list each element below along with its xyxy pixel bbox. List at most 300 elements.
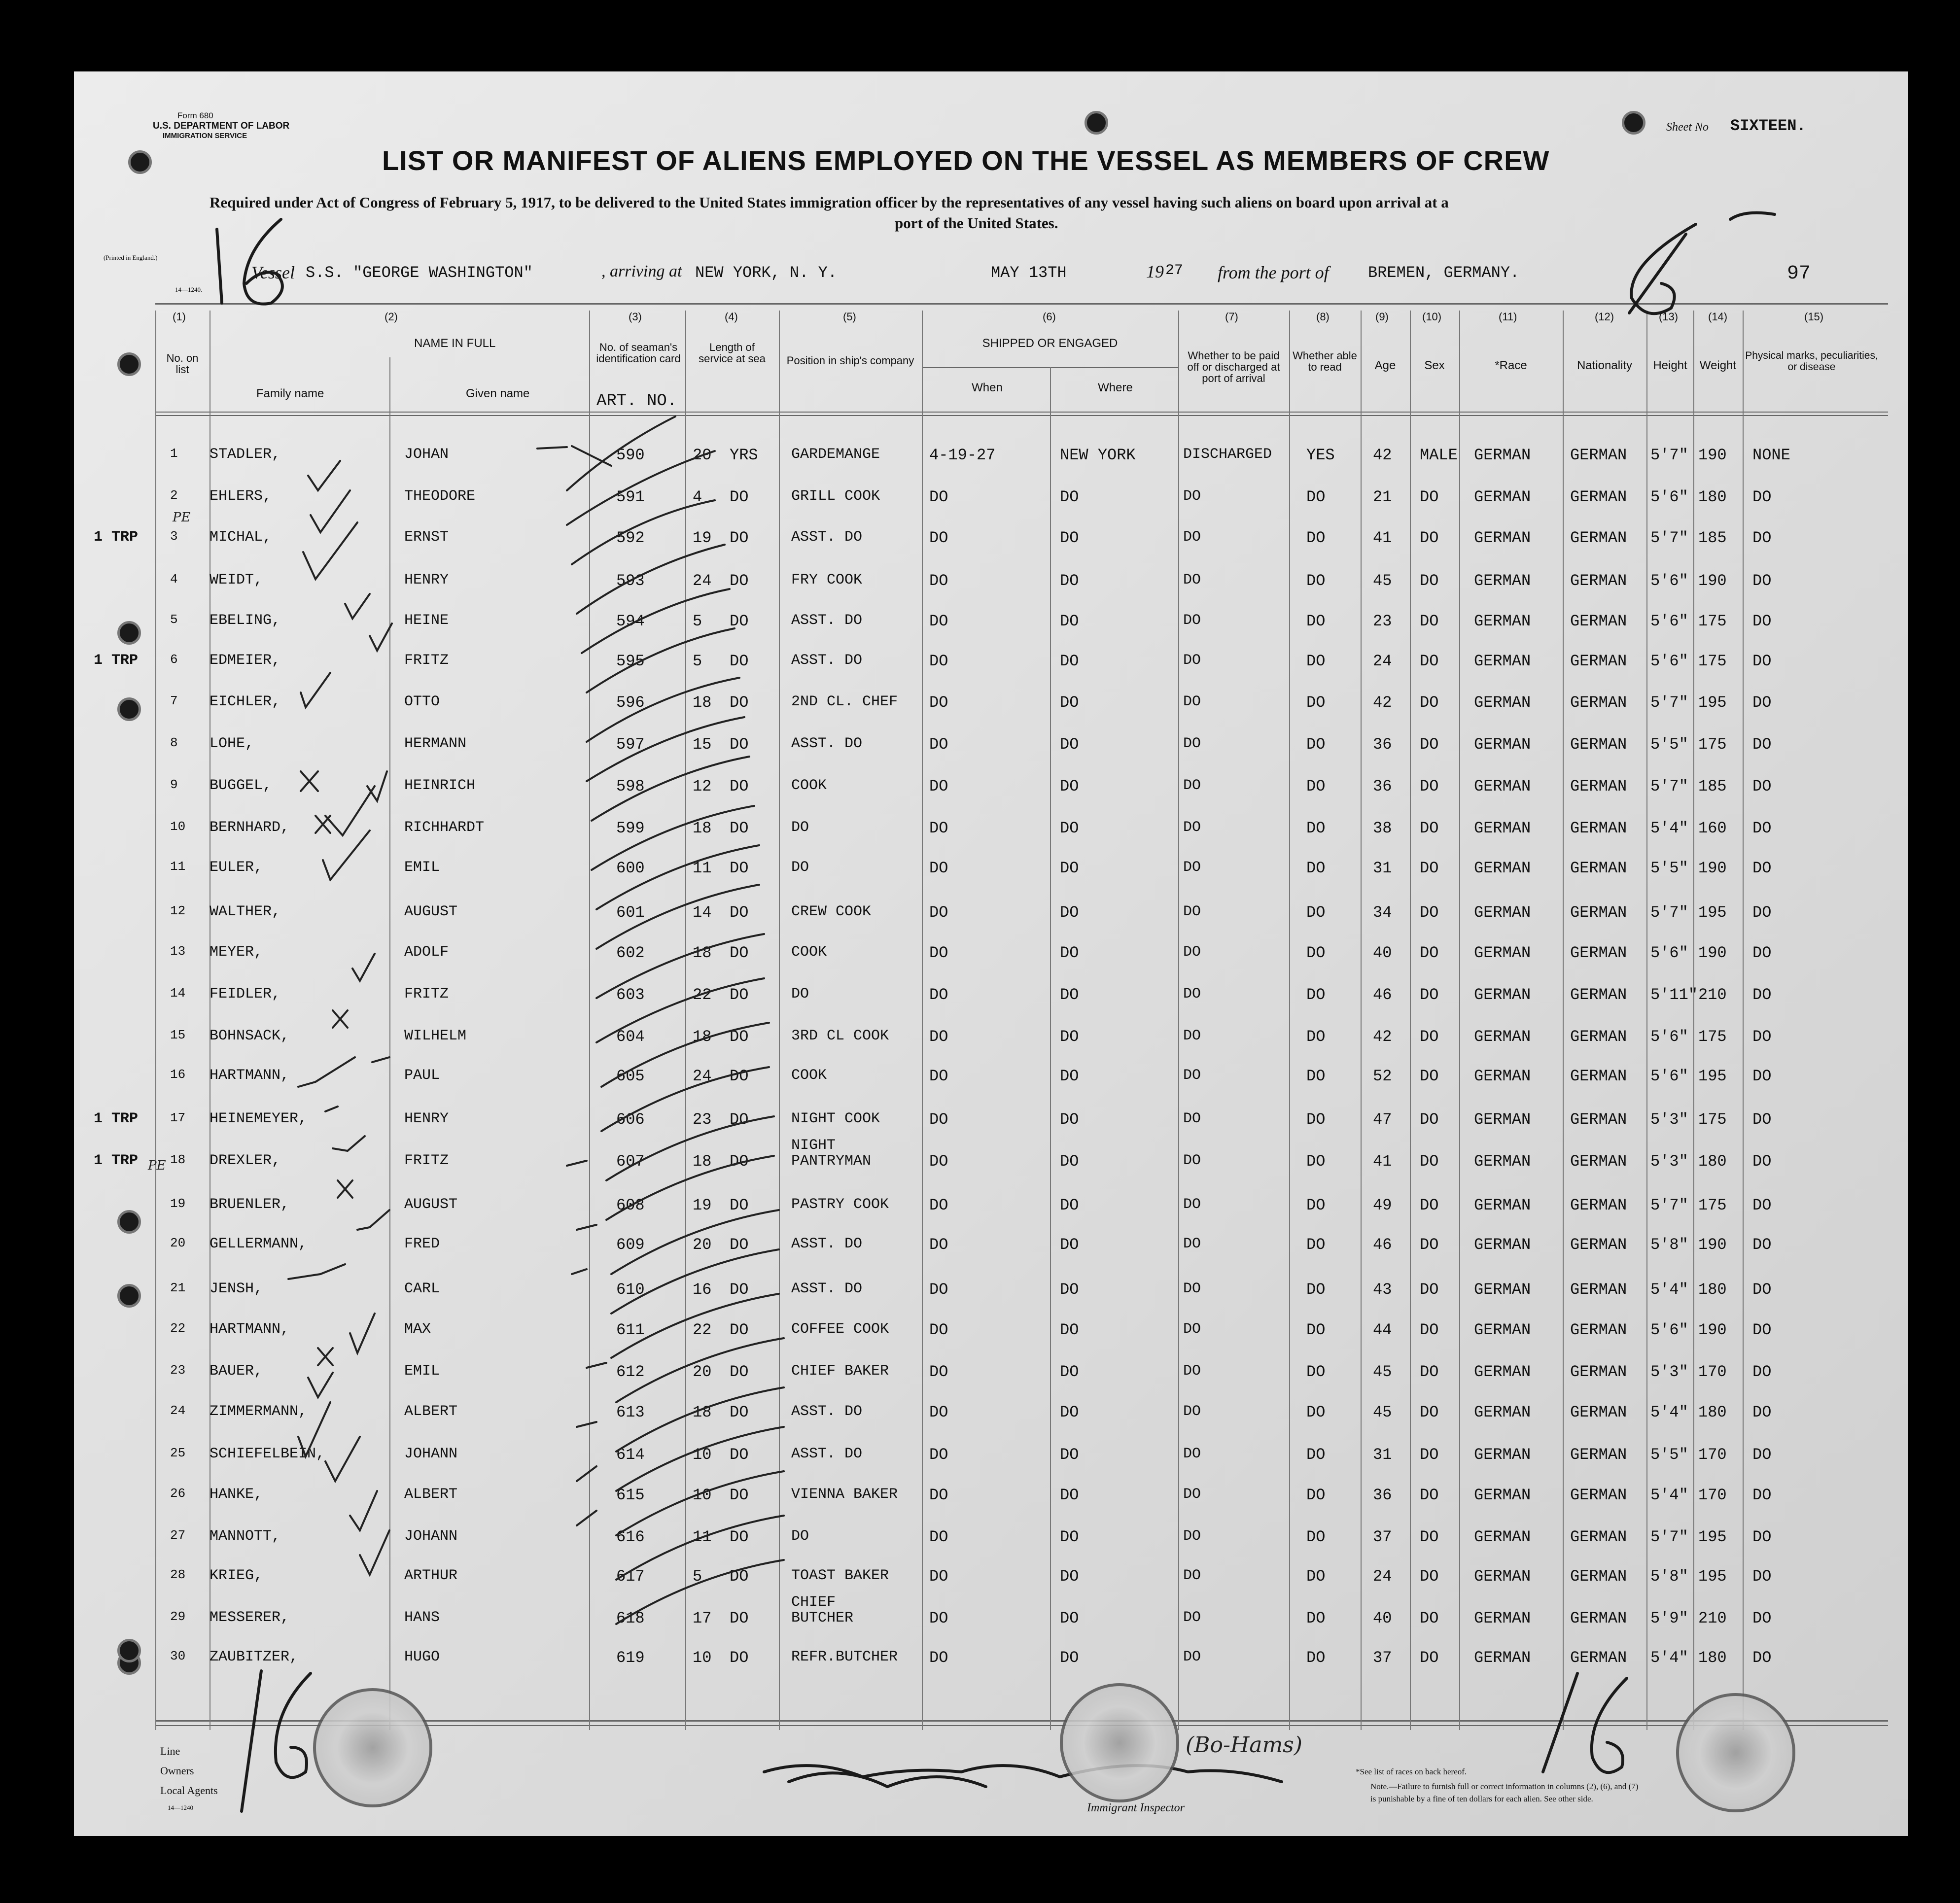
cell-position: CHIEF BAKER [791, 1363, 889, 1380]
cell-where: DO [1060, 986, 1079, 1004]
cell-card: 611 [616, 1321, 645, 1339]
cell-position: NIGHT COOK [791, 1110, 880, 1127]
cell-given: FRITZ [404, 652, 449, 669]
cell-weight: 195 [1698, 1528, 1727, 1546]
cell-given: HEINE [404, 612, 449, 629]
cell-no: 23 [170, 1363, 186, 1378]
cell-when: DO [929, 986, 948, 1004]
handwritten-bracket-note: (Bo-Hams) [1186, 1732, 1302, 1758]
cell-unit: DO [730, 612, 749, 630]
cell-when: DO [929, 1280, 948, 1299]
cell-age: 41 [1373, 1152, 1392, 1171]
cell-card: 593 [616, 572, 645, 590]
ink-marks [74, 71, 1908, 1836]
cell-age: 46 [1373, 986, 1392, 1004]
cell-given: ALBERT [404, 1486, 458, 1503]
cell-where: DO [1060, 1067, 1079, 1085]
cell-family: HEINEMEYER, [210, 1110, 308, 1127]
header-sex: Sex [1424, 359, 1445, 372]
cell-position: 2ND CL. CHEF [791, 693, 898, 710]
cell-read: DO [1306, 1280, 1326, 1299]
cell-family: KRIEG, [210, 1567, 263, 1584]
cell-unit: DO [730, 1321, 749, 1339]
cell-paid: DO [1183, 1567, 1201, 1584]
cell-length: 20 [693, 1363, 712, 1381]
cell-no: 16 [170, 1067, 186, 1082]
col-num: (2) [385, 311, 398, 323]
cell-no: 22 [170, 1321, 186, 1336]
cell-length: 4 [693, 488, 702, 506]
cell-length: 17 [693, 1609, 712, 1627]
cell-position: FRY COOK [791, 572, 863, 588]
cell-race: GERMAN [1474, 1446, 1531, 1464]
col-num: (13) [1659, 311, 1679, 323]
cell-note: 1 TRP [94, 529, 139, 546]
header-able-read: Whether able to read [1293, 349, 1357, 373]
cell-card: 594 [616, 612, 645, 630]
cell-paid: DO [1183, 1028, 1201, 1044]
cell-paid: DO [1183, 859, 1201, 876]
cell-age: 42 [1373, 693, 1392, 712]
cell-nat: GERMAN [1570, 1486, 1627, 1504]
cell-position: REFR.BUTCHER [791, 1649, 898, 1665]
cell-family: EULER, [210, 859, 263, 876]
page-number: 97 [1787, 263, 1811, 285]
cell-read: DO [1306, 1321, 1326, 1339]
cell-nat: GERMAN [1570, 777, 1627, 796]
cell-marks: DO [1752, 1196, 1772, 1214]
cell-age: 36 [1373, 735, 1392, 754]
cell-length: 19 [693, 529, 712, 547]
col-num: (9) [1375, 311, 1389, 323]
cell-age: 36 [1373, 777, 1392, 796]
cell-height: 5'6" [1650, 652, 1688, 670]
header-race: *Race [1495, 359, 1527, 372]
cell-sex: DO [1420, 859, 1439, 877]
cell-read: DO [1306, 1403, 1326, 1421]
cell-length: 22 [693, 986, 712, 1004]
header-art-no: ART. NO. [596, 392, 677, 411]
cell-paid: DO [1183, 488, 1201, 505]
cell-sex: DO [1420, 777, 1439, 796]
cell-given: JOHANN [404, 1446, 458, 1462]
cell-paid: DO [1183, 903, 1201, 920]
cell-race: GERMAN [1474, 819, 1531, 837]
cell-read: DO [1306, 1152, 1326, 1171]
cell-age: 31 [1373, 859, 1392, 877]
cell-marks: DO [1752, 819, 1772, 837]
cell-paid: DO [1183, 1321, 1201, 1338]
cell-weight: 160 [1698, 819, 1727, 837]
cell-paid: DO [1183, 1196, 1201, 1213]
cell-length: 10 [693, 1486, 712, 1504]
cell-position: DO [791, 986, 809, 1003]
departure-port: BREMEN, GERMANY. [1368, 264, 1520, 282]
cell-when: DO [929, 1236, 948, 1254]
cell-position: GRILL COOK [791, 488, 880, 505]
cell-no: 19 [170, 1196, 186, 1211]
cell-race: GERMAN [1474, 1110, 1531, 1129]
cell-weight: 190 [1698, 572, 1727, 590]
cell-unit: DO [730, 1280, 749, 1299]
cell-marks: DO [1752, 529, 1772, 547]
cell-race: GERMAN [1474, 693, 1531, 712]
cell-weight: 175 [1698, 1196, 1727, 1214]
cell-paid: DO [1183, 1486, 1201, 1503]
cell-where: DO [1060, 735, 1079, 754]
cell-no: 9 [170, 777, 178, 792]
cell-read: DO [1306, 612, 1326, 630]
cell-race: GERMAN [1474, 859, 1531, 877]
cell-where: DO [1060, 1280, 1079, 1299]
cell-weight: 190 [1698, 944, 1727, 962]
cell-family: HARTMANN, [210, 1067, 290, 1084]
cell-height: 5'4" [1650, 1280, 1688, 1299]
cell-marks: DO [1752, 1363, 1772, 1381]
printed-in: (Printed in England.) [104, 254, 158, 261]
cell-family: FEIDLER, [210, 986, 281, 1003]
cell-given: EMIL [404, 1363, 440, 1380]
cell-read: DO [1306, 1067, 1326, 1085]
cell-marks: DO [1752, 1152, 1772, 1171]
cell-unit: DO [730, 986, 749, 1004]
cell-card: 591 [616, 488, 645, 506]
cell-given: HEINRICH [404, 777, 476, 794]
cell-height: 5'7" [1650, 693, 1688, 712]
cell-family: MICHAL, [210, 529, 272, 546]
cell-nat: GERMAN [1570, 1067, 1627, 1085]
cell-nat: GERMAN [1570, 1649, 1627, 1667]
cell-height: 5'7" [1650, 1528, 1688, 1546]
col-num: (7) [1225, 311, 1238, 323]
header-paid-off: Whether to be paid off or discharged at port of arrival [1187, 349, 1280, 384]
cell-position: ASST. DO [791, 529, 863, 546]
cell-age: 24 [1373, 652, 1392, 670]
cell-length: 18 [693, 944, 712, 962]
penalty-note: Note.—Failure to furnish full or correct information in columns (2), (6), and (7) [1370, 1782, 1639, 1791]
cell-family: EHLERS, [210, 488, 272, 505]
cell-position: ASST. DO [791, 612, 863, 629]
cell-paid: DISCHARGED [1183, 446, 1272, 463]
cell-length: 24 [693, 572, 712, 590]
cell-read: DO [1306, 1528, 1326, 1546]
cell-position: ASST. DO [791, 652, 863, 669]
cell-sex: DO [1420, 1028, 1439, 1046]
cell-where: DO [1060, 488, 1079, 506]
cell-race: GERMAN [1474, 777, 1531, 796]
cell-family: LOHE, [210, 735, 254, 752]
cell-length: 5 [693, 1567, 702, 1586]
cell-when: DO [929, 1567, 948, 1586]
cell-nat: GERMAN [1570, 1280, 1627, 1299]
cell-card: 616 [616, 1528, 645, 1546]
cell-card: 597 [616, 735, 645, 754]
cell-marks: DO [1752, 735, 1772, 754]
cell-where: DO [1060, 1152, 1079, 1171]
cell-card: 618 [616, 1609, 645, 1627]
cell-sex: DO [1420, 1446, 1439, 1464]
cell-no: 20 [170, 1236, 186, 1250]
cell-read: DO [1306, 859, 1326, 877]
cell-age: 44 [1373, 1321, 1392, 1339]
cell-marks: DO [1752, 693, 1772, 712]
cell-paid: DO [1183, 1363, 1201, 1380]
cell-paid: DO [1183, 1280, 1201, 1297]
cell-when: DO [929, 1196, 948, 1214]
cell-position: COFFEE COOK [791, 1321, 889, 1338]
cell-race: GERMAN [1474, 1528, 1531, 1546]
col-num: (11) [1499, 311, 1517, 323]
cell-race: GERMAN [1474, 735, 1531, 754]
cell-race: GERMAN [1474, 1321, 1531, 1339]
cell-marks: DO [1752, 572, 1772, 590]
cell-weight: 170 [1698, 1486, 1727, 1504]
cell-when: 4-19-27 [929, 446, 996, 464]
inspector-label: Immigrant Inspector [1087, 1801, 1185, 1814]
cell-height: 5'9" [1650, 1609, 1688, 1627]
cell-paid: DO [1183, 1236, 1201, 1252]
cell-nat: GERMAN [1570, 1196, 1627, 1214]
cell-no: 29 [170, 1609, 186, 1624]
cell-marks: DO [1752, 612, 1772, 630]
cell-nat: GERMAN [1570, 572, 1627, 590]
cell-weight: 175 [1698, 612, 1727, 630]
cell-sex: DO [1420, 1403, 1439, 1421]
cell-nat: GERMAN [1570, 1567, 1627, 1586]
cell-when: DO [929, 1152, 948, 1171]
cell-position: GARDEMANGE [791, 446, 880, 463]
cell-unit: DO [730, 652, 749, 670]
cell-marks: DO [1752, 859, 1772, 877]
cell-weight: 175 [1698, 1110, 1727, 1129]
cell-where: DO [1060, 1528, 1079, 1546]
cell-card: 608 [616, 1196, 645, 1214]
cell-height: 5'5" [1650, 1446, 1688, 1464]
cell-no: 15 [170, 1028, 186, 1042]
cell-unit: DO [730, 1028, 749, 1046]
cell-position: CHIEF BUTCHER [791, 1594, 854, 1626]
cell-age: 34 [1373, 903, 1392, 922]
cell-paid: DO [1183, 1110, 1201, 1127]
cell-no: 1 [170, 446, 178, 461]
cell-nat: GERMAN [1570, 529, 1627, 547]
cell-age: 23 [1373, 612, 1392, 630]
cell-unit: DO [730, 819, 749, 837]
form-number: Form 680 [177, 111, 213, 120]
header-given-name: Given name [466, 387, 530, 400]
cell-when: DO [929, 944, 948, 962]
handwritten-pe: PE [148, 1158, 166, 1173]
cell-when: DO [929, 1321, 948, 1339]
cell-card: 605 [616, 1067, 645, 1085]
cell-unit: DO [730, 1363, 749, 1381]
cell-length: 16 [693, 1280, 712, 1299]
cell-when: DO [929, 1649, 948, 1667]
cell-where: DO [1060, 612, 1079, 630]
cell-read: DO [1306, 1028, 1326, 1046]
col-num: (14) [1708, 311, 1728, 323]
cell-no: 24 [170, 1403, 186, 1418]
cell-when: DO [929, 859, 948, 877]
cell-no: 11 [170, 859, 186, 874]
cell-race: GERMAN [1474, 944, 1531, 962]
cell-length: 20 [693, 1236, 712, 1254]
cell-paid: DO [1183, 1528, 1201, 1545]
cell-length: 23 [693, 1110, 712, 1129]
cell-no: 8 [170, 735, 178, 750]
vessel-name: S.S. "GEORGE WASHINGTON" [306, 264, 533, 282]
cell-card: 603 [616, 986, 645, 1004]
cell-nat: GERMAN [1570, 735, 1627, 754]
cell-family: ZIMMERMANN, [210, 1403, 308, 1420]
cell-height: 5'3" [1650, 1110, 1688, 1129]
cell-given: FRITZ [404, 1152, 449, 1169]
cell-nat: GERMAN [1570, 612, 1627, 630]
cell-unit: DO [730, 693, 749, 712]
cell-when: DO [929, 819, 948, 837]
cell-unit: DO [730, 1067, 749, 1085]
cell-family: BUGGEL, [210, 777, 272, 794]
cell-card: 619 [616, 1649, 645, 1667]
cell-when: DO [929, 1028, 948, 1046]
cell-marks: DO [1752, 986, 1772, 1004]
cell-given: MAX [404, 1321, 431, 1338]
cell-paid: DO [1183, 1067, 1201, 1084]
col-num: (4) [725, 311, 738, 323]
cell-race: GERMAN [1474, 1067, 1531, 1085]
cell-age: 36 [1373, 1486, 1392, 1504]
cell-marks: DO [1752, 1067, 1772, 1085]
cell-sex: DO [1420, 1236, 1439, 1254]
cell-when: DO [929, 572, 948, 590]
cell-given: HENRY [404, 572, 449, 588]
cell-where: NEW YORK [1060, 446, 1136, 464]
cell-length: 5 [693, 652, 702, 670]
cell-unit: DO [730, 1236, 749, 1254]
cell-no: 30 [170, 1649, 186, 1663]
cell-height: 5'6" [1650, 488, 1688, 506]
cell-height: 5'3" [1650, 1152, 1688, 1171]
cell-unit: DO [730, 1649, 749, 1667]
cell-race: GERMAN [1474, 986, 1531, 1004]
cell-nat: GERMAN [1570, 1028, 1627, 1046]
cell-position: DO [791, 859, 809, 876]
cell-age: 42 [1373, 446, 1392, 464]
cell-when: DO [929, 1363, 948, 1381]
cell-age: 45 [1373, 572, 1392, 590]
cell-given: HERMANN [404, 735, 467, 752]
cell-length: 14 [693, 903, 712, 922]
cell-race: GERMAN [1474, 612, 1531, 630]
cell-age: 37 [1373, 1649, 1392, 1667]
cell-read: DO [1306, 529, 1326, 547]
cell-paid: DO [1183, 1609, 1201, 1626]
cell-note: 1 TRP [94, 652, 139, 669]
cell-card: 607 [616, 1152, 645, 1171]
cell-given: RICHHARDT [404, 819, 485, 836]
cell-sex: DO [1420, 1567, 1439, 1586]
cell-weight: 210 [1698, 986, 1727, 1004]
cell-weight: 180 [1698, 488, 1727, 506]
cell-when: DO [929, 735, 948, 754]
cell-no: 13 [170, 944, 186, 959]
cell-length: 18 [693, 1403, 712, 1421]
sheet-number: SIXTEEN. [1730, 117, 1806, 135]
cell-weight: 190 [1698, 859, 1727, 877]
cell-where: DO [1060, 944, 1079, 962]
cell-race: GERMAN [1474, 1236, 1531, 1254]
cell-when: DO [929, 529, 948, 547]
cell-sex: DO [1420, 1110, 1439, 1129]
races-note: *See list of races on back hereof. [1356, 1767, 1467, 1776]
col-num: (12) [1595, 311, 1614, 323]
cell-height: 5'5" [1650, 735, 1688, 754]
cell-card: 590 [616, 446, 645, 464]
cell-nat: GERMAN [1570, 488, 1627, 506]
cell-nat: GERMAN [1570, 986, 1627, 1004]
cell-race: GERMAN [1474, 1486, 1531, 1504]
cell-sex: DO [1420, 1321, 1439, 1339]
subtitle-cont: port of the United States. [895, 214, 1058, 232]
cell-no: 25 [170, 1446, 186, 1460]
cell-given: EMIL [404, 859, 440, 876]
cell-read: DO [1306, 986, 1326, 1004]
cell-marks: DO [1752, 1528, 1772, 1546]
cell-age: 42 [1373, 1028, 1392, 1046]
cell-weight: 175 [1698, 652, 1727, 670]
cell-unit: DO [730, 1609, 749, 1627]
cell-unit: DO [730, 1403, 749, 1421]
cell-marks: DO [1752, 1236, 1772, 1254]
cell-position: COOK [791, 1067, 827, 1084]
cell-sex: DO [1420, 1196, 1439, 1214]
cell-family: ZAUBITZER, [210, 1649, 299, 1665]
cell-height: 5'4" [1650, 1403, 1688, 1421]
cell-height: 5'6" [1650, 1067, 1688, 1085]
cell-marks: DO [1752, 488, 1772, 506]
cell-unit: DO [730, 529, 749, 547]
cell-where: DO [1060, 529, 1079, 547]
cell-position: ASST. DO [791, 1446, 863, 1462]
cell-position: NIGHT PANTRYMAN [791, 1137, 872, 1170]
cell-paid: DO [1183, 693, 1201, 710]
cell-family: DREXLER, [210, 1152, 281, 1169]
cell-age: 40 [1373, 944, 1392, 962]
cell-when: DO [929, 777, 948, 796]
cell-height: 5'6" [1650, 944, 1688, 962]
cell-given: ADOLF [404, 944, 449, 961]
cell-nat: GERMAN [1570, 1446, 1627, 1464]
cell-read: DO [1306, 1649, 1326, 1667]
cell-no: 28 [170, 1567, 186, 1582]
cell-where: DO [1060, 903, 1079, 922]
cell-age: 38 [1373, 819, 1392, 837]
header-position: Position in ship's company [786, 354, 914, 367]
cell-length: 11 [693, 1528, 712, 1546]
cell-paid: DO [1183, 1649, 1201, 1665]
cell-marks: DO [1752, 1028, 1772, 1046]
cell-sex: DO [1420, 488, 1439, 506]
cell-nat: GERMAN [1570, 819, 1627, 837]
cell-family: SCHIEFELBEIN, [210, 1446, 325, 1462]
cell-paid: DO [1183, 735, 1201, 752]
header-age: Age [1374, 359, 1396, 372]
cell-position: ASST. DO [791, 735, 863, 752]
cell-sex: DO [1420, 1152, 1439, 1171]
consulate-stamp [1676, 1693, 1795, 1812]
cell-marks: DO [1752, 1321, 1772, 1339]
cell-weight: 185 [1698, 529, 1727, 547]
